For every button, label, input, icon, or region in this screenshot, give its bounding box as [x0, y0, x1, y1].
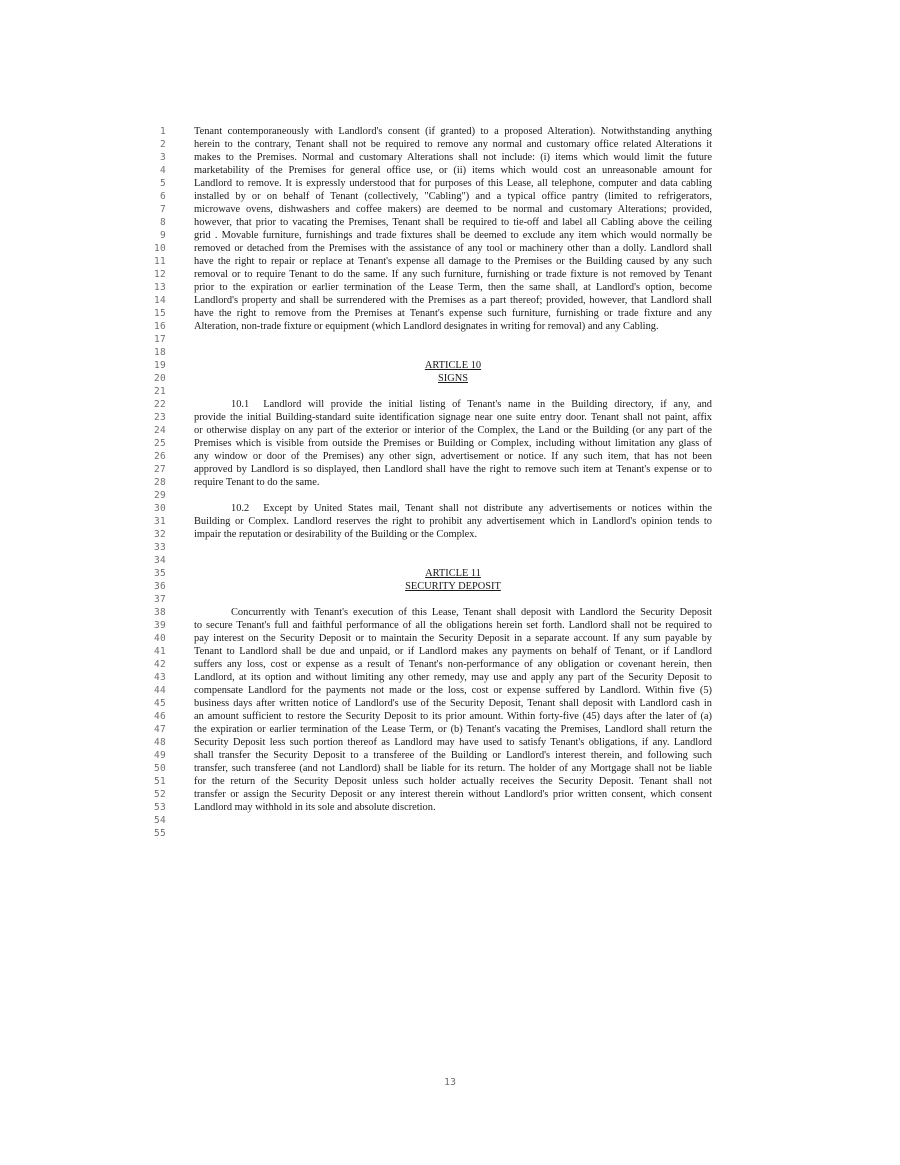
- line-number: 31: [153, 516, 166, 527]
- line-number: 19: [153, 360, 166, 371]
- document-line: [0, 333, 900, 346]
- line-number: 17: [153, 334, 166, 345]
- line-text: for the return of the Security Deposit unless such holder actually receives the Security Deposit. Tenant shall not: [194, 776, 712, 787]
- document-line: [0, 554, 900, 567]
- document-line: [0, 723, 900, 736]
- line-number: 51: [153, 776, 166, 787]
- line-number: 34: [153, 555, 166, 566]
- line-number: 22: [153, 399, 166, 410]
- document-line: [0, 645, 900, 658]
- line-text: transfer, such transferee (and not Landlord) shall be liable for its return. The holder of any Mortgage shall not be liable: [194, 763, 712, 774]
- document-line: [0, 606, 900, 619]
- line-text: Security Deposit less such portion thereof as Landlord may have used to satisfy Tenant's obligations, if any. Landlord: [194, 737, 712, 748]
- line-number: 27: [153, 464, 166, 475]
- document-line: [0, 229, 900, 242]
- line-text: [231, 398, 712, 411]
- line-number: 39: [153, 620, 166, 631]
- document-line: [0, 385, 900, 398]
- line-number: 50: [153, 763, 166, 774]
- line-number: 49: [153, 750, 166, 761]
- line-text: shall transfer the Security Deposit to a transferee of the Building or Landlord's interest therein, and following such: [194, 750, 712, 761]
- line-text: to secure Tenant's full and faithful performance of all the obligations herein set forth. Landlord shall not be required to: [194, 620, 712, 631]
- line-number: 53: [153, 802, 166, 813]
- article-10-heading: ARTICLE 10: [424, 360, 482, 371]
- page-number: 13: [443, 1077, 457, 1088]
- line-text: installed by or on behalf of Tenant (collectively, "Cabling") and a typical office pantry (limited to refrigerators,: [194, 191, 712, 202]
- line-number: 52: [153, 789, 166, 800]
- line-text: prior to the expiration or earlier termination of the Lease Term, then the same shall, at Landlord's option, become: [194, 282, 712, 293]
- document-line: [0, 710, 900, 723]
- line-text: provide the initial Building-standard suite identification signage near one suite entry door. Tenant shall not paint, affix: [194, 412, 712, 423]
- line-number: 29: [153, 490, 166, 501]
- line-number: 41: [153, 646, 166, 657]
- line-text: however, that prior to vacating the Premises, Tenant shall be required to tie-off and label all Cabling above the ceiling: [194, 217, 712, 228]
- line-text: Landlord, at its option and without limiting any other remedy, may use and apply any part of the Security Deposit to: [194, 672, 712, 683]
- document-line: [0, 528, 900, 541]
- line-text: pay interest on the Security Deposit or to maintain the Security Deposit in a separate account. If any sum payable by: [194, 633, 712, 644]
- document-line: [0, 242, 900, 255]
- document-line: [0, 801, 900, 814]
- line-text: impair the reputation or desirability of the Building or the Complex.: [194, 529, 478, 540]
- line-number: 16: [153, 321, 166, 332]
- document-line: [0, 567, 900, 580]
- section-number: 10.1: [231, 399, 250, 410]
- line-number: 2: [159, 139, 166, 150]
- section-text: Landlord will provide the initial listing of Tenant's name in the Building directory, if any, and: [263, 399, 712, 410]
- line-number: 37: [153, 594, 166, 605]
- document-line: [0, 138, 900, 151]
- line-text: microwave ovens, dishwashers and coffee makers) are deemed to be normal and customary Alterations; provided,: [194, 204, 712, 215]
- line-number: 35: [153, 568, 166, 579]
- line-number: 21: [153, 386, 166, 397]
- document-line: [0, 827, 900, 840]
- line-text: grid . Movable furniture, furnishings and trade fixtures shall be deemed to exclude any item which would normally be: [194, 230, 712, 241]
- document-line: [0, 255, 900, 268]
- document-line: [0, 320, 900, 333]
- document-line: [0, 411, 900, 424]
- document-line: [0, 281, 900, 294]
- line-text: makes to the Premises. Normal and customary Alterations shall not include: (i) items which would limit the future: [194, 152, 712, 163]
- line-number: 25: [153, 438, 166, 449]
- document-line: [0, 164, 900, 177]
- line-text: Alteration, non-trade fixture or equipment (which Landlord designates in writing for removal) and any Cabling.: [194, 321, 659, 332]
- line-number: 1: [159, 126, 166, 137]
- line-text: business days after written notice of Landlord's use of the Security Deposit, Tenant shall deposit with Landlord cash in: [194, 698, 712, 709]
- document-line: [0, 814, 900, 827]
- line-text: [231, 502, 712, 515]
- line-text: approved by Landlord is so displayed, then Landlord shall have the right to remove such item at Tenant's expense or to: [194, 464, 712, 475]
- line-text: herein to the contrary, Tenant shall not be required to remove any normal and customary office related Alterations it: [194, 139, 712, 150]
- line-number: 7: [159, 204, 166, 215]
- document-line: [0, 216, 900, 229]
- document-line: [0, 268, 900, 281]
- document-line: [0, 450, 900, 463]
- document-line: [0, 736, 900, 749]
- article-10-title: SIGNS: [437, 373, 469, 384]
- line-number: 32: [153, 529, 166, 540]
- line-number: 44: [153, 685, 166, 696]
- article-11-title: SECURITY DEPOSIT: [405, 581, 501, 592]
- document-line: [0, 294, 900, 307]
- line-number: 48: [153, 737, 166, 748]
- document-line: [0, 125, 900, 138]
- line-text: require Tenant to do the same.: [194, 477, 320, 488]
- line-number: 30: [153, 503, 166, 514]
- document-line: [0, 541, 900, 554]
- line-number: 36: [153, 581, 166, 592]
- document-line: [0, 203, 900, 216]
- document-line: [0, 762, 900, 775]
- line-number: 47: [153, 724, 166, 735]
- line-text: removed or detached from the Premises with the assistance of any tool or machinery other than a dolly. Landlord shall: [194, 243, 712, 254]
- document-line: [0, 749, 900, 762]
- line-number: 15: [153, 308, 166, 319]
- document-line: [0, 424, 900, 437]
- line-text: Landlord to remove. It is expressly understood that for purposes of this Lease, all telephone, computer and data cabling: [194, 178, 712, 189]
- line-text: have the right to repair or replace at Tenant's expense all damage to the Premises or the Building caused by any such: [194, 256, 712, 267]
- line-number: 14: [153, 295, 166, 306]
- line-number: 8: [159, 217, 166, 228]
- line-number: 10: [153, 243, 166, 254]
- document-line: [0, 372, 900, 385]
- document-line: [0, 398, 900, 411]
- line-number: 42: [153, 659, 166, 670]
- line-number: 11: [153, 256, 166, 267]
- line-number: 40: [153, 633, 166, 644]
- line-text: the expiration or earlier termination of the Lease Term, or (b) Tenant's vacating the Premises, Landlord shall return the: [194, 724, 712, 735]
- document-line: [0, 151, 900, 164]
- document-line: [0, 307, 900, 320]
- line-number: 9: [159, 230, 166, 241]
- line-text: Building or Complex. Landlord reserves the right to prohibit any advertisement which in Landlord's opinion tends to: [194, 516, 712, 527]
- line-text: suffers any loss, cost or expense as a result of Tenant's non-performance of any obligation or covenant herein, then: [194, 659, 712, 670]
- line-number: 23: [153, 412, 166, 423]
- line-text: Tenant to Landlord shall be due and unpaid, or if Landlord makes any payments on behalf of Tenant, or if Landlord: [194, 646, 712, 657]
- line-number: 33: [153, 542, 166, 553]
- line-number: 5: [159, 178, 166, 189]
- article-11-heading: ARTICLE 11: [425, 568, 481, 579]
- document-line: [0, 658, 900, 671]
- line-number: 12: [153, 269, 166, 280]
- document-line: [0, 788, 900, 801]
- line-text: Premises which is visible from outside the Premises or Building or Complex, including without limitation any glass of: [194, 438, 712, 449]
- line-text: Landlord's property and shall be surrendered with the Premises as a part thereof; provided, however, that Landlord shall: [194, 295, 712, 306]
- line-number: 46: [153, 711, 166, 722]
- line-number: 45: [153, 698, 166, 709]
- line-text: marketability of the Premises for general office use, or (ii) items which would cost an unreasonable amount for: [194, 165, 712, 176]
- document-line: [0, 632, 900, 645]
- line-text: removal or to require Tenant to do the same. If any such furniture, furnishing or trade fixture is not removed by Tenant: [194, 269, 712, 280]
- document-line: [0, 177, 900, 190]
- document-line: [0, 697, 900, 710]
- line-number: 24: [153, 425, 166, 436]
- document-line: [0, 775, 900, 788]
- document-line: [0, 580, 900, 593]
- line-text: an amount sufficient to restore the Security Deposit to its prior amount. Within forty-five (45) days after the later of (a): [194, 711, 712, 722]
- line-number: 20: [153, 373, 166, 384]
- line-number: 6: [159, 191, 166, 202]
- section-number: 10.2: [231, 503, 250, 514]
- line-text: or otherwise display on any part of the exterior or interior of the Complex, the Land or the Building (or any part of the: [194, 425, 712, 436]
- document-line: [0, 489, 900, 502]
- document-line: [0, 684, 900, 697]
- line-text: transfer or assign the Security Deposit or any interest therein without Landlord's prior written consent, which consent: [194, 789, 712, 800]
- line-number: 38: [153, 607, 166, 618]
- document-line: [0, 671, 900, 684]
- document-line: [0, 359, 900, 372]
- line-number: 43: [153, 672, 166, 683]
- document-line: [0, 515, 900, 528]
- section-text: Except by United States mail, Tenant shall not distribute any advertisements or notices within the: [263, 503, 712, 514]
- line-number: 55: [153, 828, 166, 839]
- line-number: 54: [153, 815, 166, 826]
- line-number: 26: [153, 451, 166, 462]
- document-line: [0, 463, 900, 476]
- line-text: any window or door of the Premises) any other sign, advertisement or notice. If any such item, that has not been: [194, 451, 712, 462]
- document-line: [0, 502, 900, 515]
- line-text: compensate Landlord for the payments not made or the loss, cost or expense suffered by Landlord. Within five (5): [194, 685, 712, 696]
- document-line: [0, 190, 900, 203]
- line-number: 28: [153, 477, 166, 488]
- document-line: [0, 619, 900, 632]
- line-text: Concurrently with Tenant's execution of this Lease, Tenant shall deposit with Landlord the Security Deposit: [231, 607, 712, 618]
- line-text: Landlord may withhold in its sole and absolute discretion.: [194, 802, 436, 813]
- document-line: [0, 346, 900, 359]
- line-number: 3: [159, 152, 166, 163]
- line-text: have the right to remove from the Premises at Tenant's expense such furniture, furnishing or trade fixture and any: [194, 308, 712, 319]
- line-number: 4: [159, 165, 166, 176]
- line-text: Tenant contemporaneously with Landlord's consent (if granted) to a proposed Alteration). Notwithstanding anything: [194, 126, 712, 137]
- line-number: 13: [153, 282, 166, 293]
- document-line: [0, 437, 900, 450]
- document-line: [0, 593, 900, 606]
- line-number: 18: [153, 347, 166, 358]
- document-line: [0, 476, 900, 489]
